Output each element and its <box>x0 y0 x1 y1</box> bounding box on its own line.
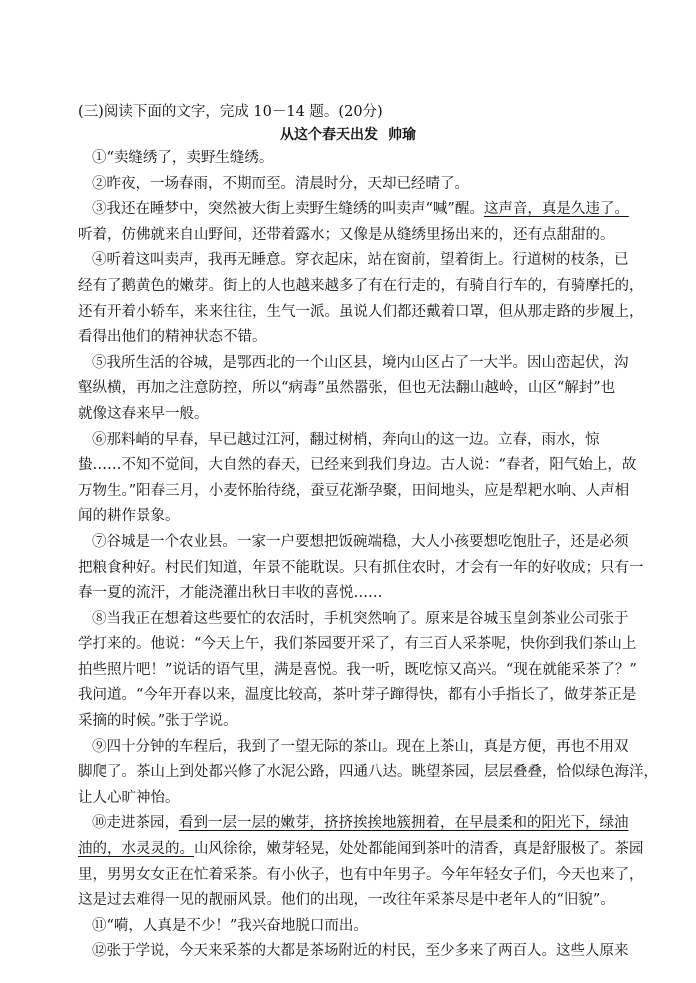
line-text: 闻的耕作景象。 <box>78 508 180 525</box>
line-text: ②昨夜，一场春雨，不期而至。清晨时分，天却已经晴了。 <box>92 175 469 192</box>
text-line <box>78 223 633 249</box>
line-text: 里，男男女女正在忙着采茶。有小伙子，也有中年男子。今年年轻女子们，今天也来了， <box>78 866 644 883</box>
article-title-line <box>0 124 696 144</box>
line-text: ④听着这叫卖声，我再无睡意。穿衣起床，站在窗前，望着街上。行道树的枝条，已 <box>92 252 629 269</box>
line-text: 万物生。”阳春三月，小麦怀胎待绕，蚕豆花渐孕聚，田间地头，应是犁耙水响、人声相 <box>78 482 630 499</box>
text-line <box>78 811 633 837</box>
text-line <box>78 248 633 274</box>
article-author: 帅瑜 <box>388 127 416 143</box>
line-text: ⑪“嗬，人真是不少！”我兴奋地脱口而出。 <box>92 917 368 934</box>
text-line <box>78 376 633 402</box>
text-line <box>78 197 633 223</box>
line-text: ⑫张于学说，今天来采茶的大都是茶场附近的村民，至少多来了两百人。这些人原来 <box>92 943 629 960</box>
text-line <box>78 453 637 479</box>
line-text: 学打来的。他说：“今天上午，我们茶园要开采了，有三百人采茶呢，快你到我们茶山上 <box>78 636 637 653</box>
text-line <box>78 632 637 658</box>
line-text: ①“卖缝绣了，卖野生缝绣。 <box>92 150 274 166</box>
line-text: ⑦谷城是一个农业县。一家一户要想把饭碗端稳，大人小孩要想吃饱肚子，还是必须 <box>92 533 629 550</box>
text-line <box>78 837 644 863</box>
line-text: 看得出他们的精神状态不错。 <box>78 329 267 346</box>
line-text: 听着，仿佛就来自山野间，还带着露水；又像是从缝绣里扬出来的，还有点甜甜的。 <box>78 226 615 243</box>
line-text: 让人心旷神怡。 <box>78 789 180 806</box>
line-text: 脚爬了。茶山上到处都兴修了水泥公路，四通八达。眺望茶园，层层叠叠，恰似绿色海洋， <box>78 764 658 781</box>
text-line <box>78 300 644 326</box>
line-text: 采摘的时候。”张于学说。 <box>78 713 238 730</box>
text-line <box>78 351 633 377</box>
text-line <box>78 786 633 812</box>
line-text: 还有开着小轿车，来来往往，生气一派。虽说人们都还戴着口罩，但从那走路的步履上， <box>78 303 644 320</box>
text-line <box>78 428 633 454</box>
text-line <box>78 888 633 914</box>
text-line <box>78 735 633 761</box>
text-line <box>78 325 633 351</box>
text-line <box>78 274 644 300</box>
line-text: ⑧当我正在想着这些要忙的农活时，手机突然响了。原来是谷城玉皇剑茶业公司张于 <box>92 610 629 627</box>
text-line <box>78 683 637 709</box>
text-line <box>78 939 633 965</box>
line-text-rest: 山风徐徐，嫩芽轻晃，处处都能闻到茶叶的清香，真是舒服极了。茶园 <box>194 841 644 858</box>
line-text: ⑤我所生活的谷城，是鄂西北的一个山区县，境内山区占了一大半。因山峦起伏，沟 <box>92 354 629 371</box>
line-text: 壑纵横，再加之注意防控，所以“病毒”虽然嚣张，但也无法翻山越岭，山区“解封”也 <box>78 380 616 397</box>
text-line <box>78 914 633 940</box>
line-text: ③我还在睡梦中，突然被大街上卖野生缝绣的叫卖声“喊”醒。 <box>92 201 484 218</box>
line-text: 把粮食种好。村民们知道，年景不能耽误。只有抓住农时，才会有一年的好收成；只有一 <box>78 559 644 576</box>
line-text: ⑨四十分钟的车程后，我到了一望无际的茶山。现在上茶山，真是方便，再也不用双 <box>92 738 629 755</box>
text-line <box>78 658 637 684</box>
text-line <box>78 709 633 735</box>
underlined-text: 这声音，真是久违了。 <box>483 201 629 218</box>
text-line <box>78 863 644 889</box>
text-line <box>78 556 644 582</box>
text-line <box>78 760 658 786</box>
article-body <box>78 146 658 965</box>
line-text: 就像这春来早一般。 <box>78 405 209 422</box>
line-text: 拍些照片吧！”说话的语气里，满是喜悦。我一听，既吃惊又高兴。“现在就能采茶了？” <box>78 661 637 678</box>
text-line <box>78 172 633 198</box>
section-heading: (三)阅读下面的文字，完成 10－14 题。(20分) <box>78 104 383 120</box>
line-text: ⑩走进茶园， <box>92 815 179 832</box>
text-line <box>78 479 633 505</box>
line-text: 春一夏的流汗，才能浇灌出秋日丰收的喜悦…… <box>78 585 383 602</box>
text-line <box>78 607 633 633</box>
text-line <box>78 146 633 172</box>
article-title: 从这个春天出发 <box>280 127 378 143</box>
line-text: ⑥那料峭的早春，早已越过江河，翻过树梢，奔向山的这一边。立春，雨水，惊 <box>92 431 600 448</box>
text-line <box>78 504 633 530</box>
text-line <box>78 581 633 607</box>
line-text: 蛰……不知不觉间，大自然的春天，已经来到我们身边。古人说：“春者，阳气始上，故 <box>78 457 637 474</box>
underlined-text: 看到一层一层的嫩芽，挤挤挨挨地簇拥着，在早晨柔和的阳光下，绿油 <box>179 815 629 832</box>
line-text: 我问道。“今年开春以来，温度比较高，茶叶芽子蹿得快，都有小手指长了，做芽茶正是 <box>78 687 637 704</box>
text-line <box>78 402 633 428</box>
text-line <box>78 530 633 556</box>
line-text: 经有了鹅黄色的嫩芽。街上的人也越来越多了有在行走的，有骑自行车的，有骑摩托的， <box>78 277 644 294</box>
line-text: 这是过去难得一见的靓丽风景。他们的出现，一改往年采茶尽是中老年人的“旧貌”。 <box>78 892 615 909</box>
underlined-text: 油的，水灵灵的。 <box>78 841 194 858</box>
